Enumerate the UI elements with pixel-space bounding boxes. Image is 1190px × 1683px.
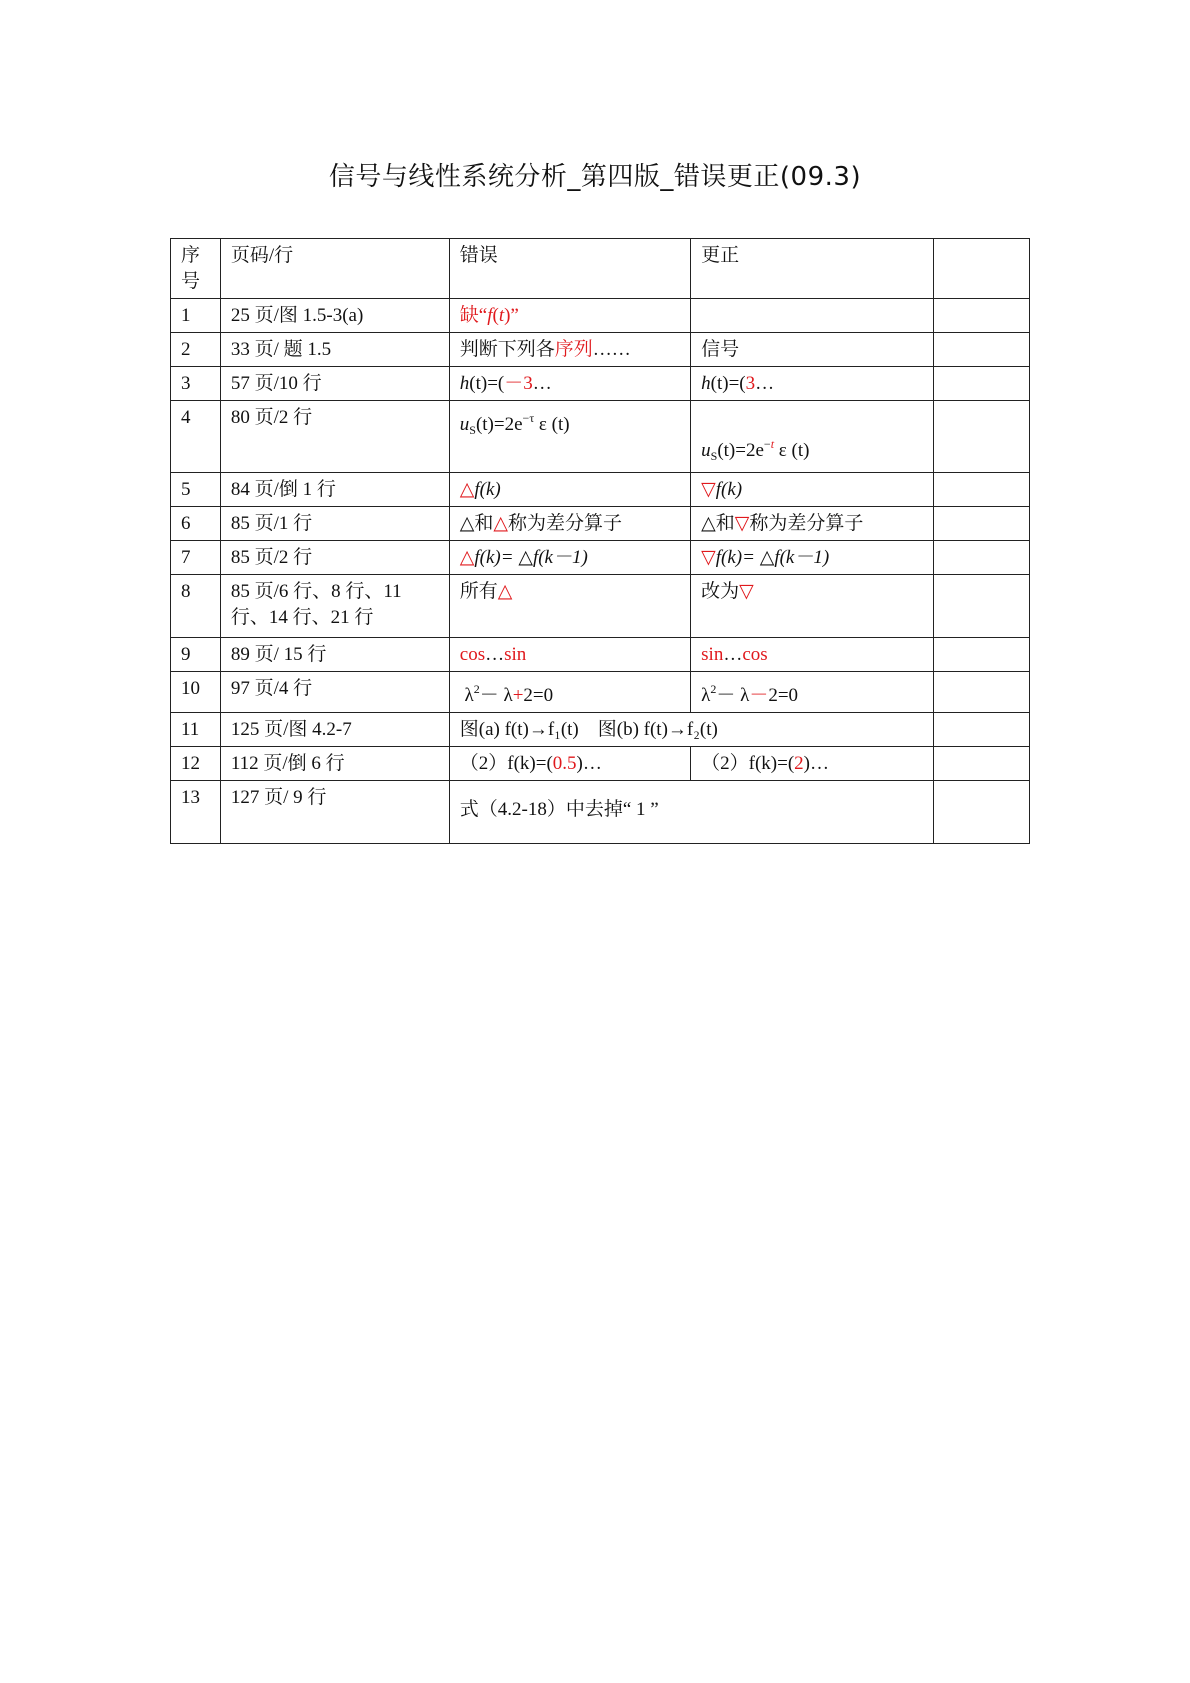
header-correction: 更正 — [691, 239, 934, 299]
row-page: 80 页/2 行 — [220, 401, 449, 473]
table-row — [171, 367, 1030, 401]
expr: f(k) — [715, 479, 743, 500]
row-blank — [933, 299, 1029, 333]
lambda: λ — [464, 685, 474, 706]
row-correction — [691, 507, 934, 541]
text: △和 — [701, 513, 735, 534]
header-blank — [933, 239, 1029, 299]
highlight: － — [749, 685, 769, 706]
ellipsis: … — [755, 373, 775, 394]
expr: （2）f(k)=( — [701, 753, 795, 774]
expr: － λ — [716, 685, 750, 706]
expr: (t)=2e — [475, 414, 523, 435]
row-correction — [691, 747, 934, 781]
paren-open: ( — [492, 305, 499, 326]
row-error — [449, 541, 690, 575]
text: 称为差分算子 — [749, 513, 864, 534]
row-correction — [691, 575, 934, 638]
row-correction — [691, 541, 934, 575]
expr: f(k)= △f(k－1) — [715, 547, 830, 568]
row-no: 13 — [171, 781, 221, 844]
nabla-icon: ▽ — [701, 479, 716, 500]
header-error: 错误 — [449, 239, 690, 299]
table-row — [171, 299, 1030, 333]
row-correction — [691, 367, 934, 401]
row-no: 11 — [171, 713, 221, 747]
highlight: 0.5 — [552, 753, 577, 774]
superscript — [764, 437, 774, 451]
row-page: 57 页/10 行 — [220, 367, 449, 401]
row-page: 84 页/倒 1 行 — [220, 473, 449, 507]
row-error — [449, 367, 690, 401]
superscript: 2 — [473, 682, 480, 696]
row-blank — [933, 672, 1029, 713]
row-no: 6 — [171, 507, 221, 541]
row-blank — [933, 541, 1029, 575]
row-correction — [691, 473, 934, 507]
row-no: 12 — [171, 747, 221, 781]
row-no: 1 — [171, 299, 221, 333]
expr-end: ε (t) — [774, 440, 810, 461]
highlight: + — [512, 685, 524, 706]
highlight: sin — [504, 644, 527, 665]
row-no: 3 — [171, 367, 221, 401]
expr: － λ — [479, 685, 513, 706]
highlight: t — [770, 437, 775, 451]
expr-end: 2=0 — [523, 685, 554, 706]
text: △和 — [459, 513, 494, 534]
row-no: 4 — [171, 401, 221, 473]
table-row — [171, 713, 1030, 747]
superscript: 2 — [710, 682, 717, 696]
table-row — [171, 333, 1030, 367]
text: 称为差分算子 — [508, 513, 623, 534]
table-row — [171, 638, 1030, 672]
table-row — [171, 672, 1030, 713]
expr: f(k) — [474, 479, 501, 500]
expr-end: ε (t) — [534, 414, 570, 435]
row-no: 9 — [171, 638, 221, 672]
expr-end: )… — [803, 753, 829, 774]
header-no: 序号 — [171, 239, 221, 299]
var-u: u — [459, 414, 470, 435]
table-row — [171, 781, 1030, 844]
ellipsis: … — [723, 644, 743, 665]
row-error — [449, 575, 690, 638]
row-blank — [933, 333, 1029, 367]
row-error — [449, 333, 690, 367]
row-blank — [933, 367, 1029, 401]
row-blank — [933, 401, 1029, 473]
row-page: 25 页/图 1.5-3(a) — [220, 299, 449, 333]
func-f: f — [487, 305, 493, 326]
table-row — [171, 541, 1030, 575]
superscript: −τ — [522, 411, 535, 425]
highlight: sin — [701, 644, 724, 665]
row-no: 10 — [171, 672, 221, 713]
row-blank — [933, 507, 1029, 541]
func-h: h — [459, 373, 470, 394]
row-correction — [691, 638, 934, 672]
delta-icon: △ — [497, 581, 513, 602]
row-page: 97 页/4 行 — [220, 672, 449, 713]
row-error — [449, 638, 690, 672]
row-page: 112 页/倒 6 行 — [220, 747, 449, 781]
expr: （2）f(k)=( — [459, 753, 553, 774]
highlight: cos — [459, 644, 486, 665]
row-blank — [933, 638, 1029, 672]
missing-label: 缺 — [459, 305, 479, 326]
subscript: S — [469, 423, 476, 437]
row-page: 127 页/ 9 行 — [220, 781, 449, 844]
table-row — [171, 401, 1030, 473]
note-text: 式（4.2-18）中去掉“ 1 ” — [459, 799, 659, 820]
row-page: 33 页/ 题 1.5 — [220, 333, 449, 367]
row-merged-note: 图(a) f(t)→f₁(t) 图(b) f(t)→f₂(t) — [449, 713, 933, 747]
minus: − — [763, 437, 771, 451]
highlight: 序列 — [554, 339, 593, 360]
row-page: 85 页/2 行 — [220, 541, 449, 575]
text: 判断下列各 — [459, 339, 555, 360]
highlight: 3 — [745, 373, 756, 394]
var-u: u — [701, 440, 711, 461]
lambda: λ — [701, 685, 711, 706]
row-error — [449, 299, 690, 333]
row-error — [449, 507, 690, 541]
table-row — [171, 473, 1030, 507]
row-page: 85 页/1 行 — [220, 507, 449, 541]
row-error — [449, 401, 690, 473]
row-correction: 信号 — [691, 333, 934, 367]
quote-open: “ — [478, 305, 488, 326]
expr: (t)=( — [710, 373, 746, 394]
row-page: 125 页/图 4.2-7 — [220, 713, 449, 747]
highlight: －3 — [504, 373, 533, 394]
row-no: 5 — [171, 473, 221, 507]
ellipsis: …… — [592, 339, 631, 360]
row-error — [449, 672, 690, 713]
delta-icon: △ — [459, 547, 475, 568]
expr-end: )… — [576, 753, 602, 774]
ellipsis: … — [532, 373, 552, 394]
row-blank — [933, 781, 1029, 844]
ellipsis: … — [485, 644, 505, 665]
highlight: cos — [742, 644, 768, 665]
row-correction — [691, 672, 934, 713]
paren-close-quote: )” — [504, 305, 519, 326]
row-correction — [691, 299, 934, 333]
expr: (t)=( — [469, 373, 505, 394]
text: 所有 — [459, 581, 498, 602]
header-page: 页码/行 — [220, 239, 449, 299]
row-error — [449, 747, 690, 781]
table-row — [171, 747, 1030, 781]
row-no: 8 — [171, 575, 221, 638]
row-merged-note — [449, 781, 933, 844]
row-blank — [933, 713, 1029, 747]
table-row — [171, 575, 1030, 638]
nabla-icon: ▽ — [701, 547, 716, 568]
expr: (t)=2e — [717, 440, 764, 461]
nabla-icon: ▽ — [739, 581, 754, 602]
text: 改为 — [701, 581, 740, 602]
delta-icon: △ — [459, 479, 475, 500]
table-row — [171, 507, 1030, 541]
nabla-icon: ▽ — [734, 513, 750, 534]
expr-end: 2=0 — [768, 685, 799, 706]
row-correction — [691, 401, 934, 473]
row-blank — [933, 747, 1029, 781]
table-header-row — [171, 239, 1030, 299]
row-blank — [933, 575, 1029, 638]
expr: f(k)= △f(k－1) — [474, 547, 588, 568]
page-title: 信号与线性系统分析_第四版_错误更正(09.3) — [328, 162, 862, 192]
row-blank — [933, 473, 1029, 507]
row-no: 7 — [171, 541, 221, 575]
var-t: t — [498, 305, 505, 326]
subscript: S — [710, 449, 718, 463]
row-no: 2 — [171, 333, 221, 367]
formula — [701, 431, 809, 469]
func-h: h — [701, 373, 711, 394]
highlight: 2 — [794, 753, 804, 774]
row-page: 85 页/6 行、8 行、11 行、14 行、21 行 — [220, 575, 449, 638]
delta-icon: △ — [493, 513, 509, 534]
row-error — [449, 473, 690, 507]
errata-table — [170, 238, 1030, 820]
row-page: 89 页/ 15 行 — [220, 638, 449, 672]
